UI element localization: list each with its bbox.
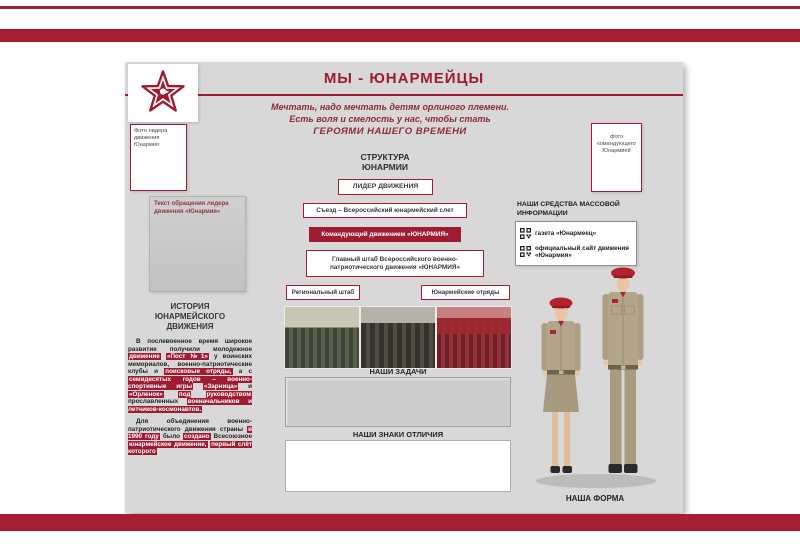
history-heading: ИСТОРИЯ ЮНАРМЕЙСКОГО ДВИЖЕНИЯ: [154, 302, 226, 331]
orgchart-box-units: Юнармейские отряды: [421, 285, 510, 300]
uniform-figures-illustration: [524, 262, 664, 494]
top-thin-rule: [0, 6, 800, 9]
leader-photo-placeholder: Фото лидера движения Юнармия: [130, 124, 187, 191]
media-box: [515, 221, 637, 266]
tasks-heading: НАШИ ЗАДАЧИ: [369, 367, 427, 376]
history-text: [128, 338, 252, 461]
qr-code-icon: [520, 246, 531, 257]
structure-heading: СТРУКТУРА ЮНАРМИИ: [360, 152, 410, 172]
quote-line-3: ГЕРОЯМИ НАШЕГО ВРЕМЕНИ: [313, 126, 467, 137]
photo-formation: [285, 307, 359, 368]
leader-address-placeholder: Текст обращения лидера движения «Юнармия»: [149, 196, 246, 292]
quote-line-2: Есть воля и смелость у нас, чтобы стать: [289, 114, 491, 124]
history-paragraph-1: В послевоенное время широкое развитие получили молодежное движение «Пост №1» у воинских мемориалов, военно-патриотические клубы и поисковые отряды, а с семидесятых годов – военно-спортивные игры «Зарница» и «Орленок» под руководством прославленных военачальников и летчиков-космонавтов.: [128, 338, 253, 413]
media-heading: НАШИ СРЕДСТВА МАССОВОЙ ИНФОРМАЦИИ: [517, 201, 620, 217]
orgchart-box-leader: ЛИДЕР ДВИЖЕНИЯ: [338, 179, 433, 195]
photo-group-with-banner: [361, 307, 435, 368]
quote-block: [240, 101, 540, 138]
uniform-heading: НАША ФОРМА: [565, 494, 625, 503]
history-paragraph-2: Для объединения военно-патриотического движения страны в 1990 году было создано Всесоюзное юнармейское движение, первый слёт которого: [128, 418, 253, 455]
media-item-label: официальный сайт движения «Юнармия»: [535, 244, 629, 259]
qr-code-icon: [520, 228, 531, 239]
top-accent-bar: [0, 29, 800, 42]
orgchart-box-regional-hq: Региональный штаб: [286, 285, 360, 300]
photo-rally-red-flags: [437, 307, 511, 368]
boy-figure: [603, 268, 644, 474]
orgchart-box-commander: Командующий движением «ЮНАРМИЯ»: [309, 227, 461, 242]
insignia-heading: НАШИ ЗНАКИ ОТЛИЧИЯ: [352, 430, 444, 439]
media-item-newspaper: [520, 228, 632, 239]
tasks-placeholder-box: [285, 377, 511, 427]
commander-photo-placeholder: фото командующего Юнармией: [591, 123, 642, 192]
media-item-label: газета «Юнармеец»: [535, 229, 597, 237]
media-item-website: [520, 245, 632, 259]
insignia-placeholder-box: [285, 440, 511, 492]
orgchart-box-headquarters: Главный штаб Всероссийского военно-патриотического движения «ЮНАРМИЯ»: [306, 250, 484, 277]
bottom-accent-bar: [0, 514, 800, 531]
yunarmiya-logo: [128, 64, 198, 122]
page-title: МЫ - ЮНАРМЕЙЦЫ: [323, 70, 485, 87]
star-icon: [139, 69, 187, 117]
title-divider-rule: [125, 94, 683, 96]
girl-figure: [542, 298, 581, 474]
quote-line-1: Мечтать, надо мечтать детям орлиного племени.: [270, 102, 510, 112]
uniform-figures: [524, 262, 664, 494]
orgchart-box-congress: Съезд – Всероссийский юнармейский слет: [303, 203, 467, 218]
